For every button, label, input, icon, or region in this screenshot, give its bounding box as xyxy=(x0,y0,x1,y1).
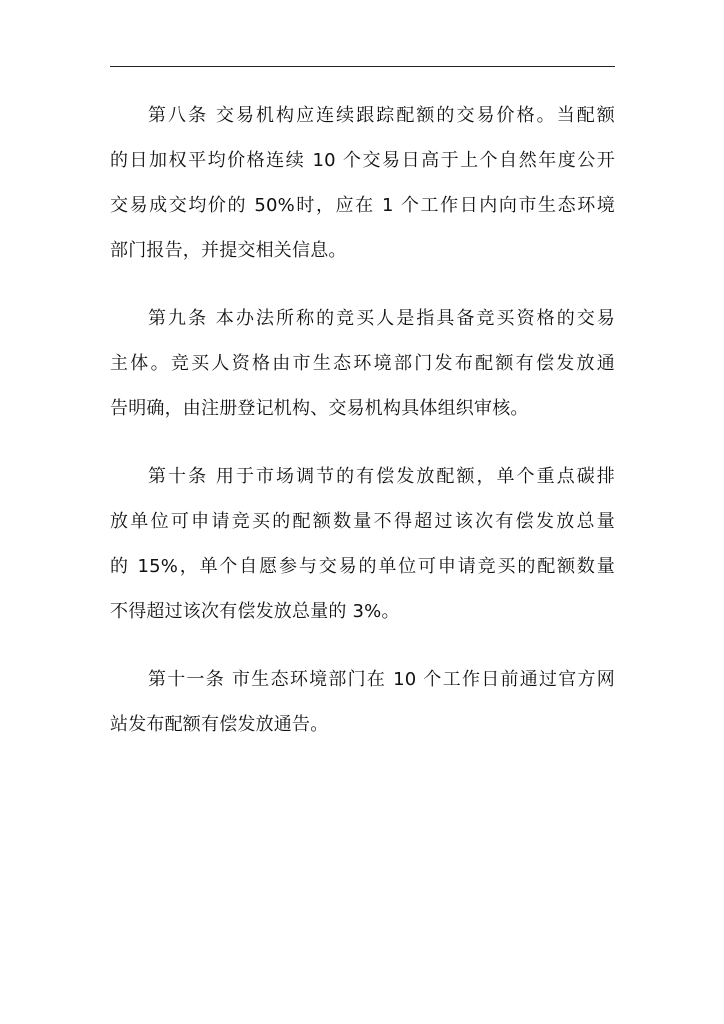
article-11-line-1: 第十一条 市生态环境部门在 10 个工作日前通过官方网 xyxy=(148,669,615,690)
article-9-line-2: 主体。竞买人资格由市生态环境部门发布配额有偿发放通 xyxy=(110,353,615,374)
article-10 xyxy=(110,454,615,634)
article-11 xyxy=(110,657,615,747)
paragraph-gap xyxy=(110,431,615,454)
paragraph-gap xyxy=(110,273,615,296)
article-8-line-1: 第八条 交易机构应连续跟踪配额的交易价格。当配额 xyxy=(148,105,615,126)
article-10-line-3: 的 15%，单个自愿参与交易的单位可申请竞买的配额数量 xyxy=(110,556,615,577)
article-9-line-3: 告明确，由注册登记机构、交易机构具体组织审核。 xyxy=(110,398,529,419)
article-11-line-2: 站发布配额有偿发放通告。 xyxy=(110,714,329,735)
paragraph-gap xyxy=(110,634,615,657)
header-rule xyxy=(110,66,615,67)
article-10-line-4: 不得超过该次有偿发放总量的 3%。 xyxy=(110,601,400,622)
article-8-line-3: 交易成交均价的 50%时，应在 1 个工作日内向市生态环境 xyxy=(110,195,615,216)
article-8-line-2: 的日加权平均价格连续 10 个交易日高于上个自然年度公开 xyxy=(110,150,615,171)
article-10-line-2: 放单位可申请竞买的配额数量不得超过该次有偿发放总量 xyxy=(110,511,615,532)
article-8-line-4: 部门报告，并提交相关信息。 xyxy=(110,240,347,261)
article-10-line-1: 第十条 用于市场调节的有偿发放配额，单个重点碳排 xyxy=(148,466,615,487)
article-8 xyxy=(110,93,615,273)
article-9-line-1: 第九条 本办法所称的竞买人是指具备竞买资格的交易 xyxy=(148,308,615,329)
article-9 xyxy=(110,296,615,431)
document-body xyxy=(110,93,615,747)
